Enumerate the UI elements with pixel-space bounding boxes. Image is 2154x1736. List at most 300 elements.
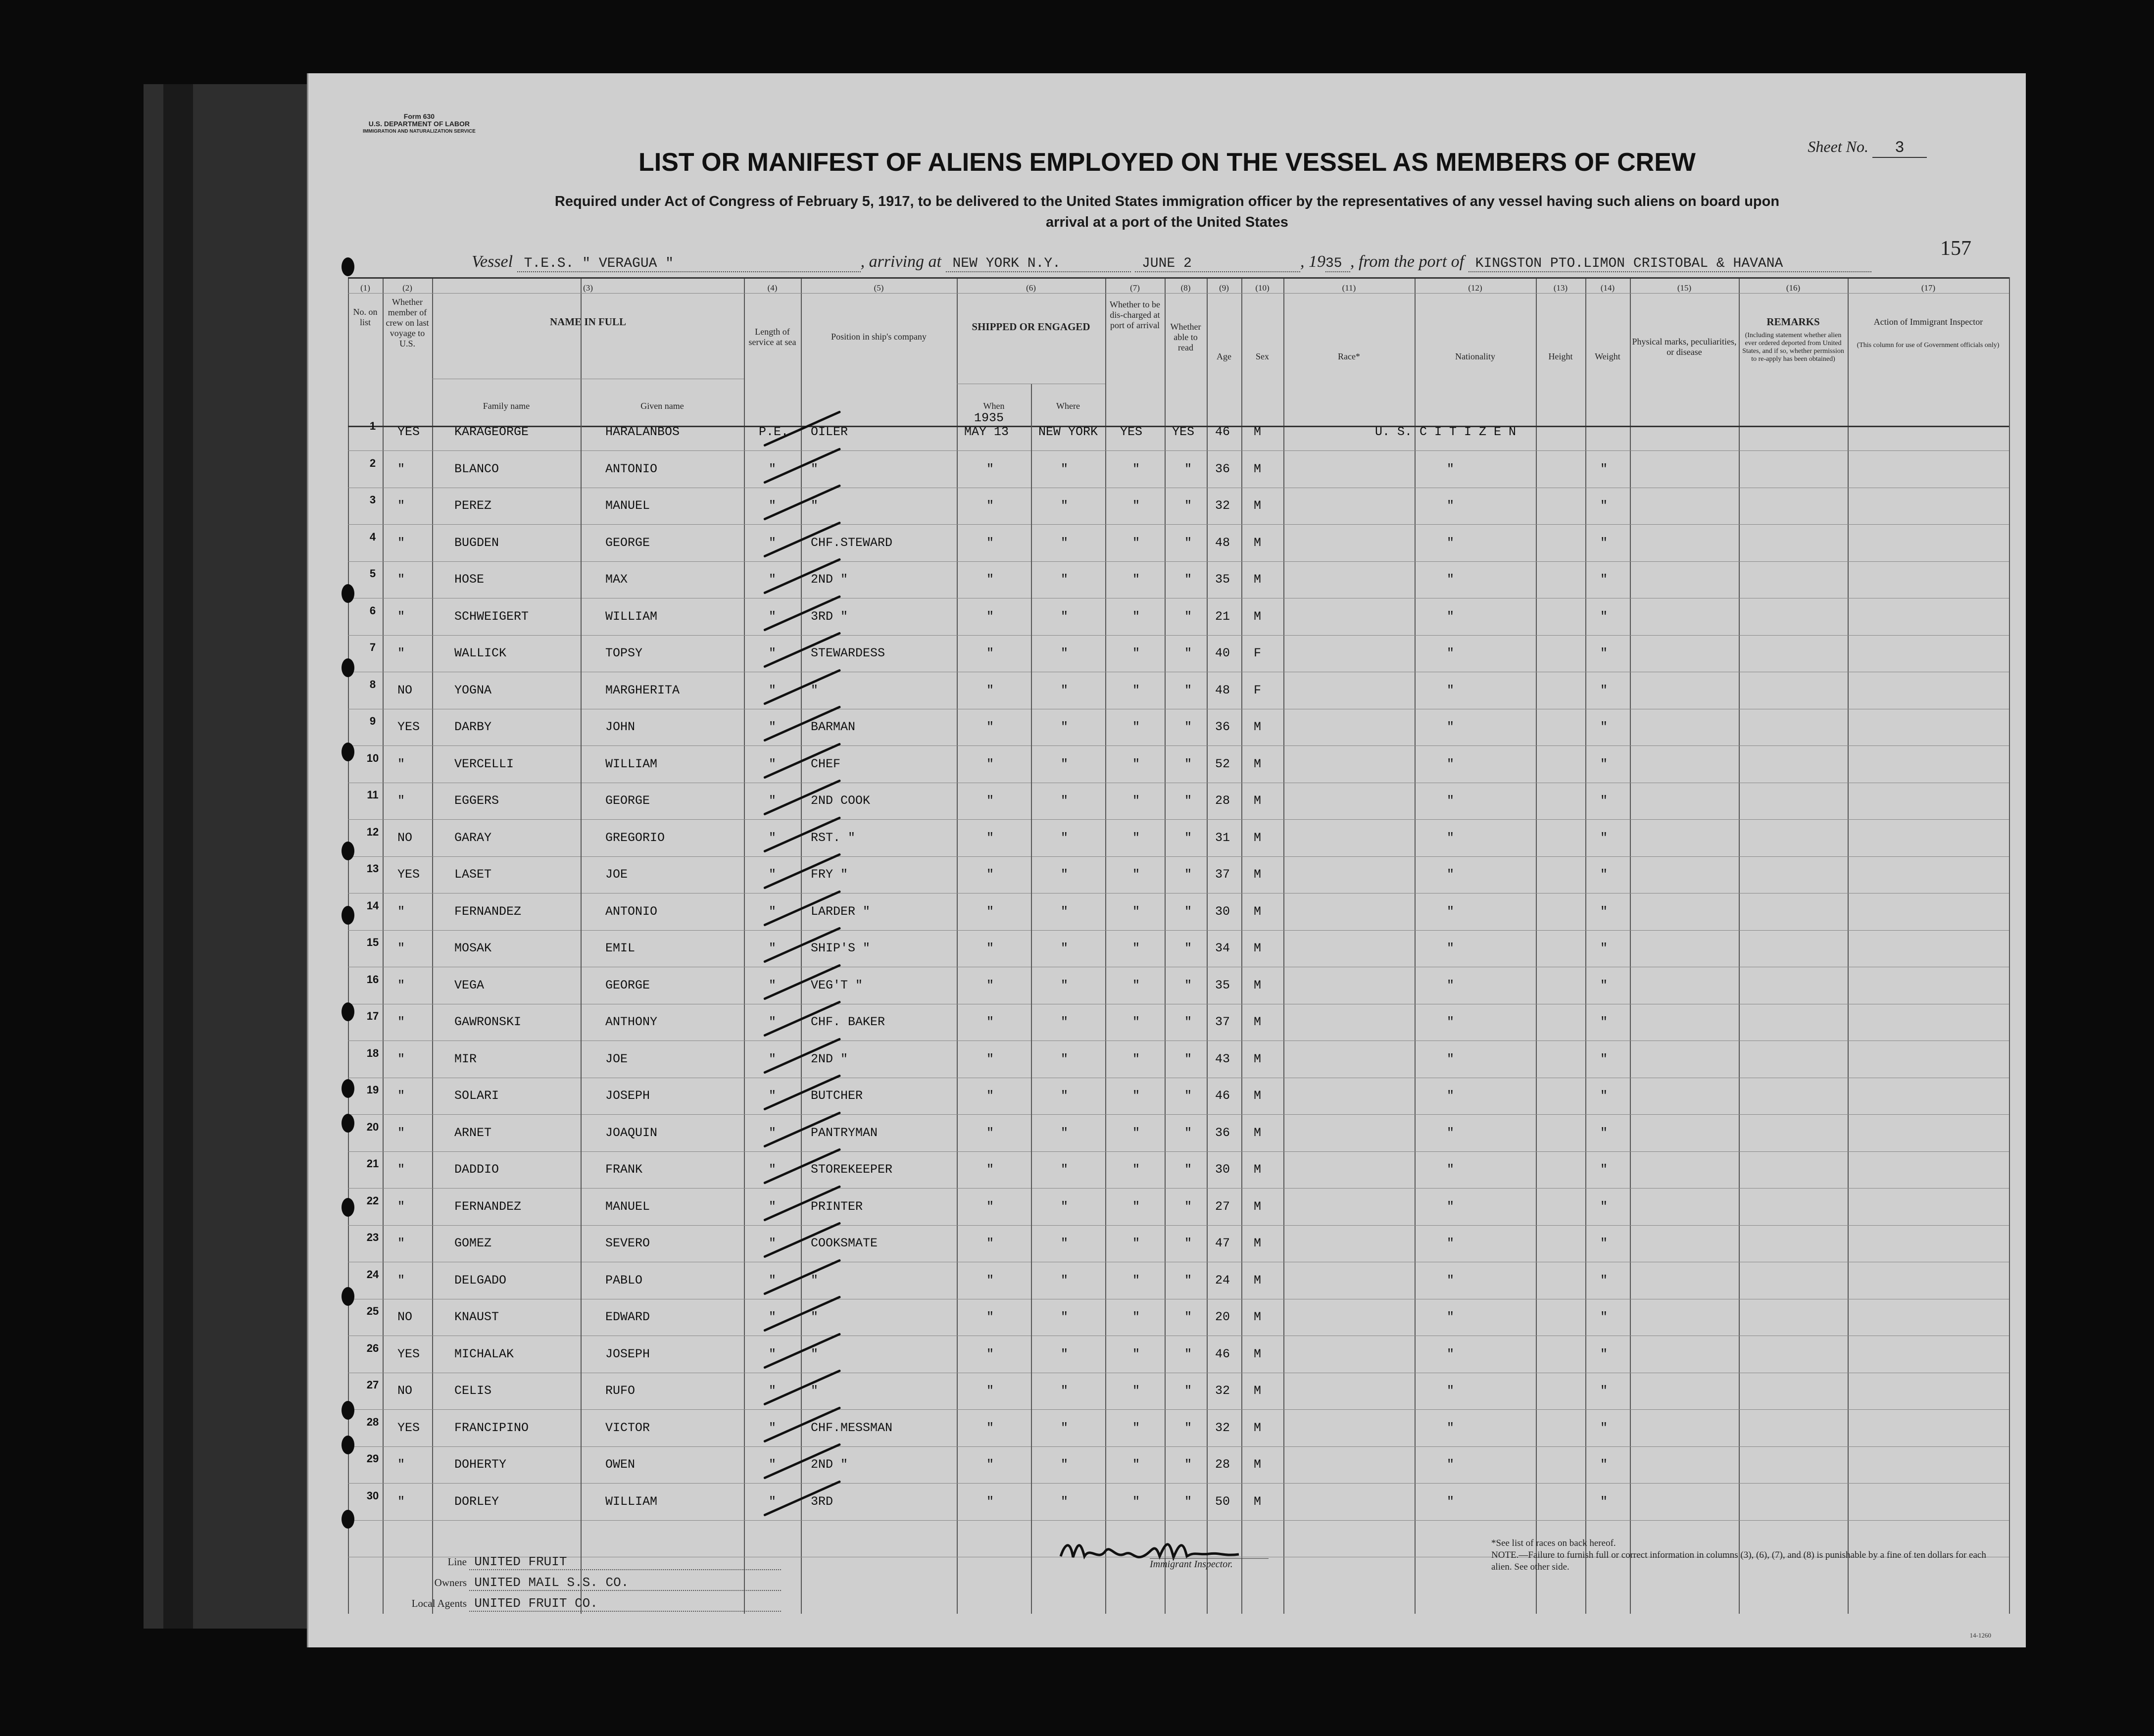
member-last-voyage: YES — [397, 425, 420, 439]
column-number: (11) — [1342, 283, 1356, 293]
member-last-voyage: " — [397, 572, 405, 587]
able-to-read-ditto: " — [1184, 757, 1192, 771]
position: 2ND COOK — [811, 794, 871, 808]
able-to-read-ditto: " — [1184, 498, 1192, 513]
position: " — [811, 1347, 819, 1361]
when-ditto: " — [986, 536, 994, 550]
member-last-voyage: " — [397, 1015, 405, 1029]
position: 3RD — [811, 1494, 833, 1509]
member-last-voyage: NO — [397, 831, 413, 845]
row-number: 21 — [366, 1157, 379, 1170]
position: LARDER " — [811, 904, 871, 919]
row-number: 22 — [366, 1194, 379, 1207]
where-ditto: " — [1061, 1273, 1069, 1288]
length-service-ditto: " — [769, 572, 777, 587]
sex: F — [1254, 683, 1262, 697]
discharged-ditto: " — [1132, 757, 1140, 771]
member-last-voyage: " — [397, 757, 405, 771]
row-number: 8 — [369, 678, 376, 691]
age: 34 — [1215, 941, 1230, 955]
able-to-read-ditto: " — [1184, 1347, 1192, 1361]
able-to-read-ditto: " — [1184, 1089, 1192, 1103]
given-name: JOE — [605, 867, 628, 882]
binder-hole — [342, 1510, 354, 1529]
nationality-ditto: " — [1447, 572, 1455, 587]
length-service-ditto: " — [769, 867, 777, 882]
family-name: DADDIO — [454, 1162, 499, 1177]
column-header-member-last-voyage: Whether member of crew on last voyage to U.S. — [386, 297, 429, 348]
able-to-read-ditto: " — [1184, 867, 1192, 882]
age: 36 — [1215, 1126, 1230, 1140]
column-subheader: When — [983, 401, 1005, 411]
column-rule — [1848, 277, 1849, 1614]
column-rule — [383, 277, 384, 1614]
binder-shadow — [163, 84, 193, 1629]
discharged-ditto: " — [1132, 1089, 1140, 1103]
position: CHF.MESSMAN — [811, 1421, 893, 1435]
length-service-ditto: " — [769, 978, 777, 992]
column-note: (This column for use of Government officials only) — [1857, 342, 2000, 349]
length-service-ditto: " — [769, 1421, 777, 1435]
row-number: 10 — [366, 752, 379, 764]
age: 46 — [1215, 1347, 1230, 1361]
when-ditto: " — [986, 1199, 994, 1214]
discharged-ditto: " — [1132, 1347, 1140, 1361]
length-service-ditto: " — [769, 1347, 777, 1361]
row-number: 19 — [366, 1084, 379, 1096]
arrival-date: JUNE 2 — [1135, 256, 1300, 272]
column-rule — [1585, 277, 1586, 1614]
from-port: KINGSTON PTO.LIMON CRISTOBAL & HAVANA — [1469, 256, 1871, 272]
position: " — [811, 1273, 819, 1288]
family-name: DORLEY — [454, 1494, 499, 1509]
position: " — [811, 1310, 819, 1324]
row-number: 7 — [369, 641, 376, 653]
age: 48 — [1215, 683, 1230, 697]
nationality-ditto: " — [1447, 536, 1455, 550]
position: " — [811, 683, 819, 697]
nationality-ditto: " — [1447, 867, 1455, 882]
binder-hole — [342, 1287, 354, 1306]
row-rule — [348, 277, 2009, 279]
able-to-read-ditto: " — [1184, 1126, 1192, 1140]
position: 2ND " — [811, 572, 848, 587]
weight-ditto: " — [1600, 1126, 1608, 1140]
sex: M — [1254, 867, 1262, 882]
position: " — [811, 1384, 819, 1398]
row-number: 6 — [369, 604, 376, 617]
family-name: GARAY — [454, 831, 492, 845]
weight-ditto: " — [1600, 1236, 1608, 1250]
able-to-read-ditto: " — [1184, 1273, 1192, 1288]
family-name: YOGNA — [454, 683, 492, 697]
form-number: Form 630 — [403, 112, 435, 120]
where-ditto: " — [1061, 462, 1069, 476]
able-to-read-ditto: " — [1184, 1015, 1192, 1029]
length-service-ditto: " — [769, 609, 777, 624]
length-service-ditto: " — [769, 1384, 777, 1398]
member-last-voyage: " — [397, 1273, 405, 1288]
weight-ditto: " — [1600, 1494, 1608, 1509]
row-number: 12 — [366, 826, 379, 838]
row-number: 24 — [366, 1268, 379, 1281]
nationality-ditto: " — [1447, 1199, 1455, 1214]
age: 46 — [1215, 425, 1230, 439]
when-ditto: " — [986, 978, 994, 992]
column-rule — [957, 277, 958, 1614]
weight-ditto: " — [1600, 1421, 1608, 1435]
given-name: JOE — [605, 1052, 628, 1066]
nationality-ditto: " — [1447, 1457, 1455, 1472]
sex: M — [1254, 1347, 1262, 1361]
column-number: (16) — [1786, 283, 1801, 293]
where-ditto: " — [1061, 904, 1069, 919]
able-to-read-ditto: " — [1184, 572, 1192, 587]
family-name: MICHALAK — [454, 1347, 514, 1361]
column-number: (3) — [583, 283, 593, 293]
binder-hole — [342, 658, 354, 677]
row-number: 4 — [369, 531, 376, 543]
discharged-ditto: " — [1132, 1457, 1140, 1472]
row-rule — [348, 819, 2009, 820]
position: CHF.STEWARD — [811, 536, 893, 550]
footer-line — [392, 1554, 781, 1570]
sex: M — [1254, 1199, 1262, 1214]
member-last-voyage: " — [397, 1236, 405, 1250]
family-name: SOLARI — [454, 1089, 499, 1103]
discharged-ditto: " — [1132, 1162, 1140, 1177]
length-service-ditto: " — [769, 1052, 777, 1066]
where-ditto: " — [1061, 1126, 1069, 1140]
weight-ditto: " — [1600, 978, 1608, 992]
column-number: (4) — [767, 283, 778, 293]
position: " — [811, 462, 819, 476]
member-last-voyage: " — [397, 609, 405, 624]
where: NEW YORK — [1038, 425, 1098, 439]
column-header-action: Action of Immigrant Inspector — [1873, 317, 1983, 327]
age: 37 — [1215, 1015, 1230, 1029]
length-service-ditto: " — [769, 536, 777, 550]
sex: M — [1254, 1162, 1262, 1177]
discharged-ditto: " — [1132, 462, 1140, 476]
service: IMMIGRATION AND NATURALIZATION SERVICE — [363, 129, 476, 134]
column-rule — [1031, 384, 1032, 1614]
given-name: EDWARD — [605, 1310, 650, 1324]
discharged-ditto: " — [1132, 1384, 1140, 1398]
weight-ditto: " — [1600, 867, 1608, 882]
column-rule — [1283, 277, 1284, 1614]
member-last-voyage: " — [397, 1494, 405, 1509]
sheet-value: 3 — [1872, 139, 1927, 158]
column-number: (6) — [1026, 283, 1036, 293]
position: BARMAN — [811, 720, 856, 734]
member-last-voyage: " — [397, 1089, 405, 1103]
form-header — [363, 113, 476, 135]
discharged-ditto: " — [1132, 720, 1140, 734]
when-ditto: " — [986, 831, 994, 845]
crew-table — [348, 277, 2009, 1614]
member-last-voyage: " — [397, 941, 405, 955]
weight-ditto: " — [1600, 536, 1608, 550]
where-ditto: " — [1061, 1089, 1069, 1103]
when-ditto: " — [986, 1126, 994, 1140]
row-rule — [348, 1409, 2009, 1410]
column-header-weight: Weight — [1595, 351, 1620, 361]
when-ditto: " — [986, 1384, 994, 1398]
nationality-ditto: " — [1447, 1494, 1455, 1509]
member-last-voyage: YES — [397, 867, 420, 882]
family-name: KNAUST — [454, 1310, 499, 1324]
department: U.S. DEPARTMENT OF LABOR — [368, 120, 470, 128]
when-ditto: " — [986, 498, 994, 513]
vessel-line — [472, 252, 1871, 272]
family-name: GAWRONSKI — [454, 1015, 522, 1029]
sex: M — [1254, 978, 1262, 992]
given-name: GEORGE — [605, 794, 650, 808]
able-to-read-ditto: " — [1184, 941, 1192, 955]
given-name: JOHN — [605, 720, 636, 734]
when-ditto: " — [986, 572, 994, 587]
age: 36 — [1215, 462, 1230, 476]
able-to-read-ditto: " — [1184, 1052, 1192, 1066]
family-name: DOHERTY — [454, 1457, 507, 1472]
discharged-ditto: " — [1132, 794, 1140, 808]
member-last-voyage: " — [397, 646, 405, 660]
family-name: FERNANDEZ — [454, 904, 522, 919]
given-name: ANTONIO — [605, 462, 658, 476]
weight-ditto: " — [1600, 1089, 1608, 1103]
given-name: WILLIAM — [605, 757, 658, 771]
age: 36 — [1215, 720, 1230, 734]
footer-owners — [392, 1575, 781, 1591]
when-ditto: " — [986, 1015, 994, 1029]
given-name: MAX — [605, 572, 628, 587]
column-rule — [2009, 277, 2010, 1614]
discharged-ditto: " — [1132, 609, 1140, 624]
line-value: UNITED FRUIT — [469, 1554, 781, 1570]
binder-hole — [342, 1002, 354, 1021]
binder-hole — [342, 1079, 354, 1098]
length-service-ditto: " — [769, 904, 777, 919]
given-name: MARGHERITA — [605, 683, 680, 697]
position: VEG'T " — [811, 978, 863, 992]
column-number: (14) — [1600, 283, 1615, 293]
sheet-label: Sheet No. — [1808, 138, 1868, 155]
column-subheader: Where — [1056, 401, 1080, 411]
nationality-ditto: " — [1447, 462, 1455, 476]
row-number: 18 — [366, 1047, 379, 1059]
given-name: EMIL — [605, 941, 636, 955]
where-ditto: " — [1061, 1236, 1069, 1250]
nationality-ditto: " — [1447, 1384, 1455, 1398]
member-last-voyage: " — [397, 1126, 405, 1140]
sex: M — [1254, 462, 1262, 476]
weight-ditto: " — [1600, 1052, 1608, 1066]
given-name: SEVERO — [605, 1236, 650, 1250]
age: 40 — [1215, 646, 1230, 660]
member-last-voyage: " — [397, 794, 405, 808]
weight-ditto: " — [1600, 609, 1608, 624]
discharged: YES — [1120, 425, 1143, 439]
length-service-ditto: " — [769, 1015, 777, 1029]
position: " — [811, 498, 819, 513]
form-code: 14-1260 — [1969, 1632, 1991, 1639]
sex: M — [1254, 536, 1262, 550]
family-name: DARBY — [454, 720, 492, 734]
weight-ditto: " — [1600, 498, 1608, 513]
given-name: MANUEL — [605, 1199, 650, 1214]
position: 2ND " — [811, 1052, 848, 1066]
column-note: (Including statement whether alien ever ordered deported from United States, and if so, whether permission to re-apply has been obtained) — [1742, 332, 1844, 363]
given-name: OWEN — [605, 1457, 636, 1472]
discharged-ditto: " — [1132, 646, 1140, 660]
member-last-voyage: YES — [397, 720, 420, 734]
age: 52 — [1215, 757, 1230, 771]
weight-ditto: " — [1600, 646, 1608, 660]
column-number: (7) — [1130, 283, 1140, 293]
member-last-voyage: " — [397, 978, 405, 992]
position: FRY " — [811, 867, 848, 882]
when-ditto: " — [986, 1421, 994, 1435]
nationality-ditto: " — [1447, 941, 1455, 955]
row-rule — [348, 856, 2009, 857]
owners-label: Owners — [434, 1577, 467, 1588]
row-rule — [348, 561, 2009, 562]
weight-ditto: " — [1600, 1273, 1608, 1288]
position: CHF. BAKER — [811, 1015, 885, 1029]
where-ditto: " — [1061, 572, 1069, 587]
when-ditto: " — [986, 609, 994, 624]
weight-ditto: " — [1600, 1015, 1608, 1029]
where-ditto: " — [1061, 1494, 1069, 1509]
where-ditto: " — [1061, 1347, 1069, 1361]
nationality-ditto: " — [1447, 1089, 1455, 1103]
nationality-ditto: " — [1447, 904, 1455, 919]
family-name: BLANCO — [454, 462, 499, 476]
age: 28 — [1215, 1457, 1230, 1472]
column-header-sex: Sex — [1256, 351, 1269, 361]
able-to-read-ditto: " — [1184, 1199, 1192, 1214]
column-header-race: Race* — [1338, 351, 1360, 361]
sex: M — [1254, 1494, 1262, 1509]
length-service-ditto: " — [769, 1089, 777, 1103]
row-rule — [348, 1520, 2009, 1521]
column-header-age: Age — [1217, 351, 1231, 361]
given-name: JOAQUIN — [605, 1126, 658, 1140]
age: 31 — [1215, 831, 1230, 845]
column-rule — [581, 381, 582, 1614]
age: 24 — [1215, 1273, 1230, 1288]
age: 43 — [1215, 1052, 1230, 1066]
vessel-name: T.E.S. " VERAGUA " — [517, 256, 861, 272]
member-last-voyage: " — [397, 498, 405, 513]
able-to-read-ditto: " — [1184, 1310, 1192, 1324]
given-name: HARALANBOS — [605, 425, 680, 439]
able-to-read-ditto: " — [1184, 1421, 1192, 1435]
year-prefix: , 19 — [1300, 252, 1325, 271]
given-name: ANTHONY — [605, 1015, 658, 1029]
weight-ditto: " — [1600, 1384, 1608, 1398]
sex: F — [1254, 646, 1262, 660]
where-ditto: " — [1061, 1421, 1069, 1435]
nationality-ditto: " — [1447, 757, 1455, 771]
age: 21 — [1215, 609, 1230, 624]
length-service-ditto: " — [769, 1199, 777, 1214]
sex: M — [1254, 1015, 1262, 1029]
vessel-label: Vessel — [472, 252, 513, 271]
weight-ditto: " — [1600, 1162, 1608, 1177]
discharged-ditto: " — [1132, 1494, 1140, 1509]
binder-hole — [342, 743, 354, 761]
row-number: 11 — [367, 789, 379, 801]
sex: M — [1254, 757, 1262, 771]
position: 3RD " — [811, 609, 848, 624]
able-to-read-ditto: " — [1184, 536, 1192, 550]
able-to-read-ditto: " — [1184, 904, 1192, 919]
row-rule — [348, 293, 2009, 294]
page-number: 157 — [1940, 237, 1971, 260]
weight-ditto: " — [1600, 904, 1608, 919]
nationality-ditto: " — [1447, 1273, 1455, 1288]
length-service-ditto: " — [769, 1162, 777, 1177]
family-name: ARNET — [454, 1126, 492, 1140]
length-service-ditto: " — [769, 1457, 777, 1472]
length-service-ditto: " — [769, 683, 777, 697]
nationality-ditto: " — [1447, 720, 1455, 734]
where-ditto: " — [1061, 757, 1069, 771]
citizen-note: U. S. C I T I Z E N — [1375, 425, 1517, 439]
family-name: KARAGEORGE — [454, 425, 529, 439]
inspector-label: Immigrant Inspector. — [1150, 1558, 1269, 1570]
when-ditto: " — [986, 462, 994, 476]
row-rule — [348, 1188, 2009, 1189]
discharged-ditto: " — [1132, 867, 1140, 882]
binder-hole — [342, 584, 354, 603]
given-name: GREGORIO — [605, 831, 665, 845]
length-service-ditto: " — [769, 1273, 777, 1288]
age: 37 — [1215, 867, 1230, 882]
note-fine: NOTE.—Failure to furnish full or correct information in columns (3), (6), (7), and (8) is punishable by a fine of ten dollars for each alien. See other side. — [1491, 1550, 1986, 1572]
length-service-ditto: " — [769, 1126, 777, 1140]
given-name: PABLO — [605, 1273, 643, 1288]
row-number: 2 — [369, 457, 376, 469]
row-rule — [348, 1114, 2009, 1115]
nationality-ditto: " — [1447, 794, 1455, 808]
column-number: (12) — [1468, 283, 1482, 293]
when-ditto: " — [986, 646, 994, 660]
position: BUTCHER — [811, 1089, 863, 1103]
given-name: WILLIAM — [605, 609, 658, 624]
length-service-ditto: " — [769, 794, 777, 808]
column-subheader: Given name — [640, 401, 684, 411]
when-ditto: " — [986, 1089, 994, 1103]
able-to-read-ditto: " — [1184, 1162, 1192, 1177]
discharged-ditto: " — [1132, 1310, 1140, 1324]
able-to-read-ditto: " — [1184, 609, 1192, 624]
when-ditto: " — [986, 1052, 994, 1066]
position: SHIP'S " — [811, 941, 871, 955]
agents-label: Local Agents — [411, 1597, 467, 1609]
where-ditto: " — [1061, 1457, 1069, 1472]
family-name: WALLICK — [454, 646, 507, 660]
when-ditto: " — [986, 1347, 994, 1361]
where-ditto: " — [1061, 794, 1069, 808]
age: 47 — [1215, 1236, 1230, 1250]
column-rule — [1207, 277, 1208, 1614]
line-label: Line — [447, 1556, 467, 1568]
nationality-ditto: " — [1447, 1015, 1455, 1029]
column-header-discharged: Whether to be dis-charged at port of arrival — [1110, 299, 1160, 330]
